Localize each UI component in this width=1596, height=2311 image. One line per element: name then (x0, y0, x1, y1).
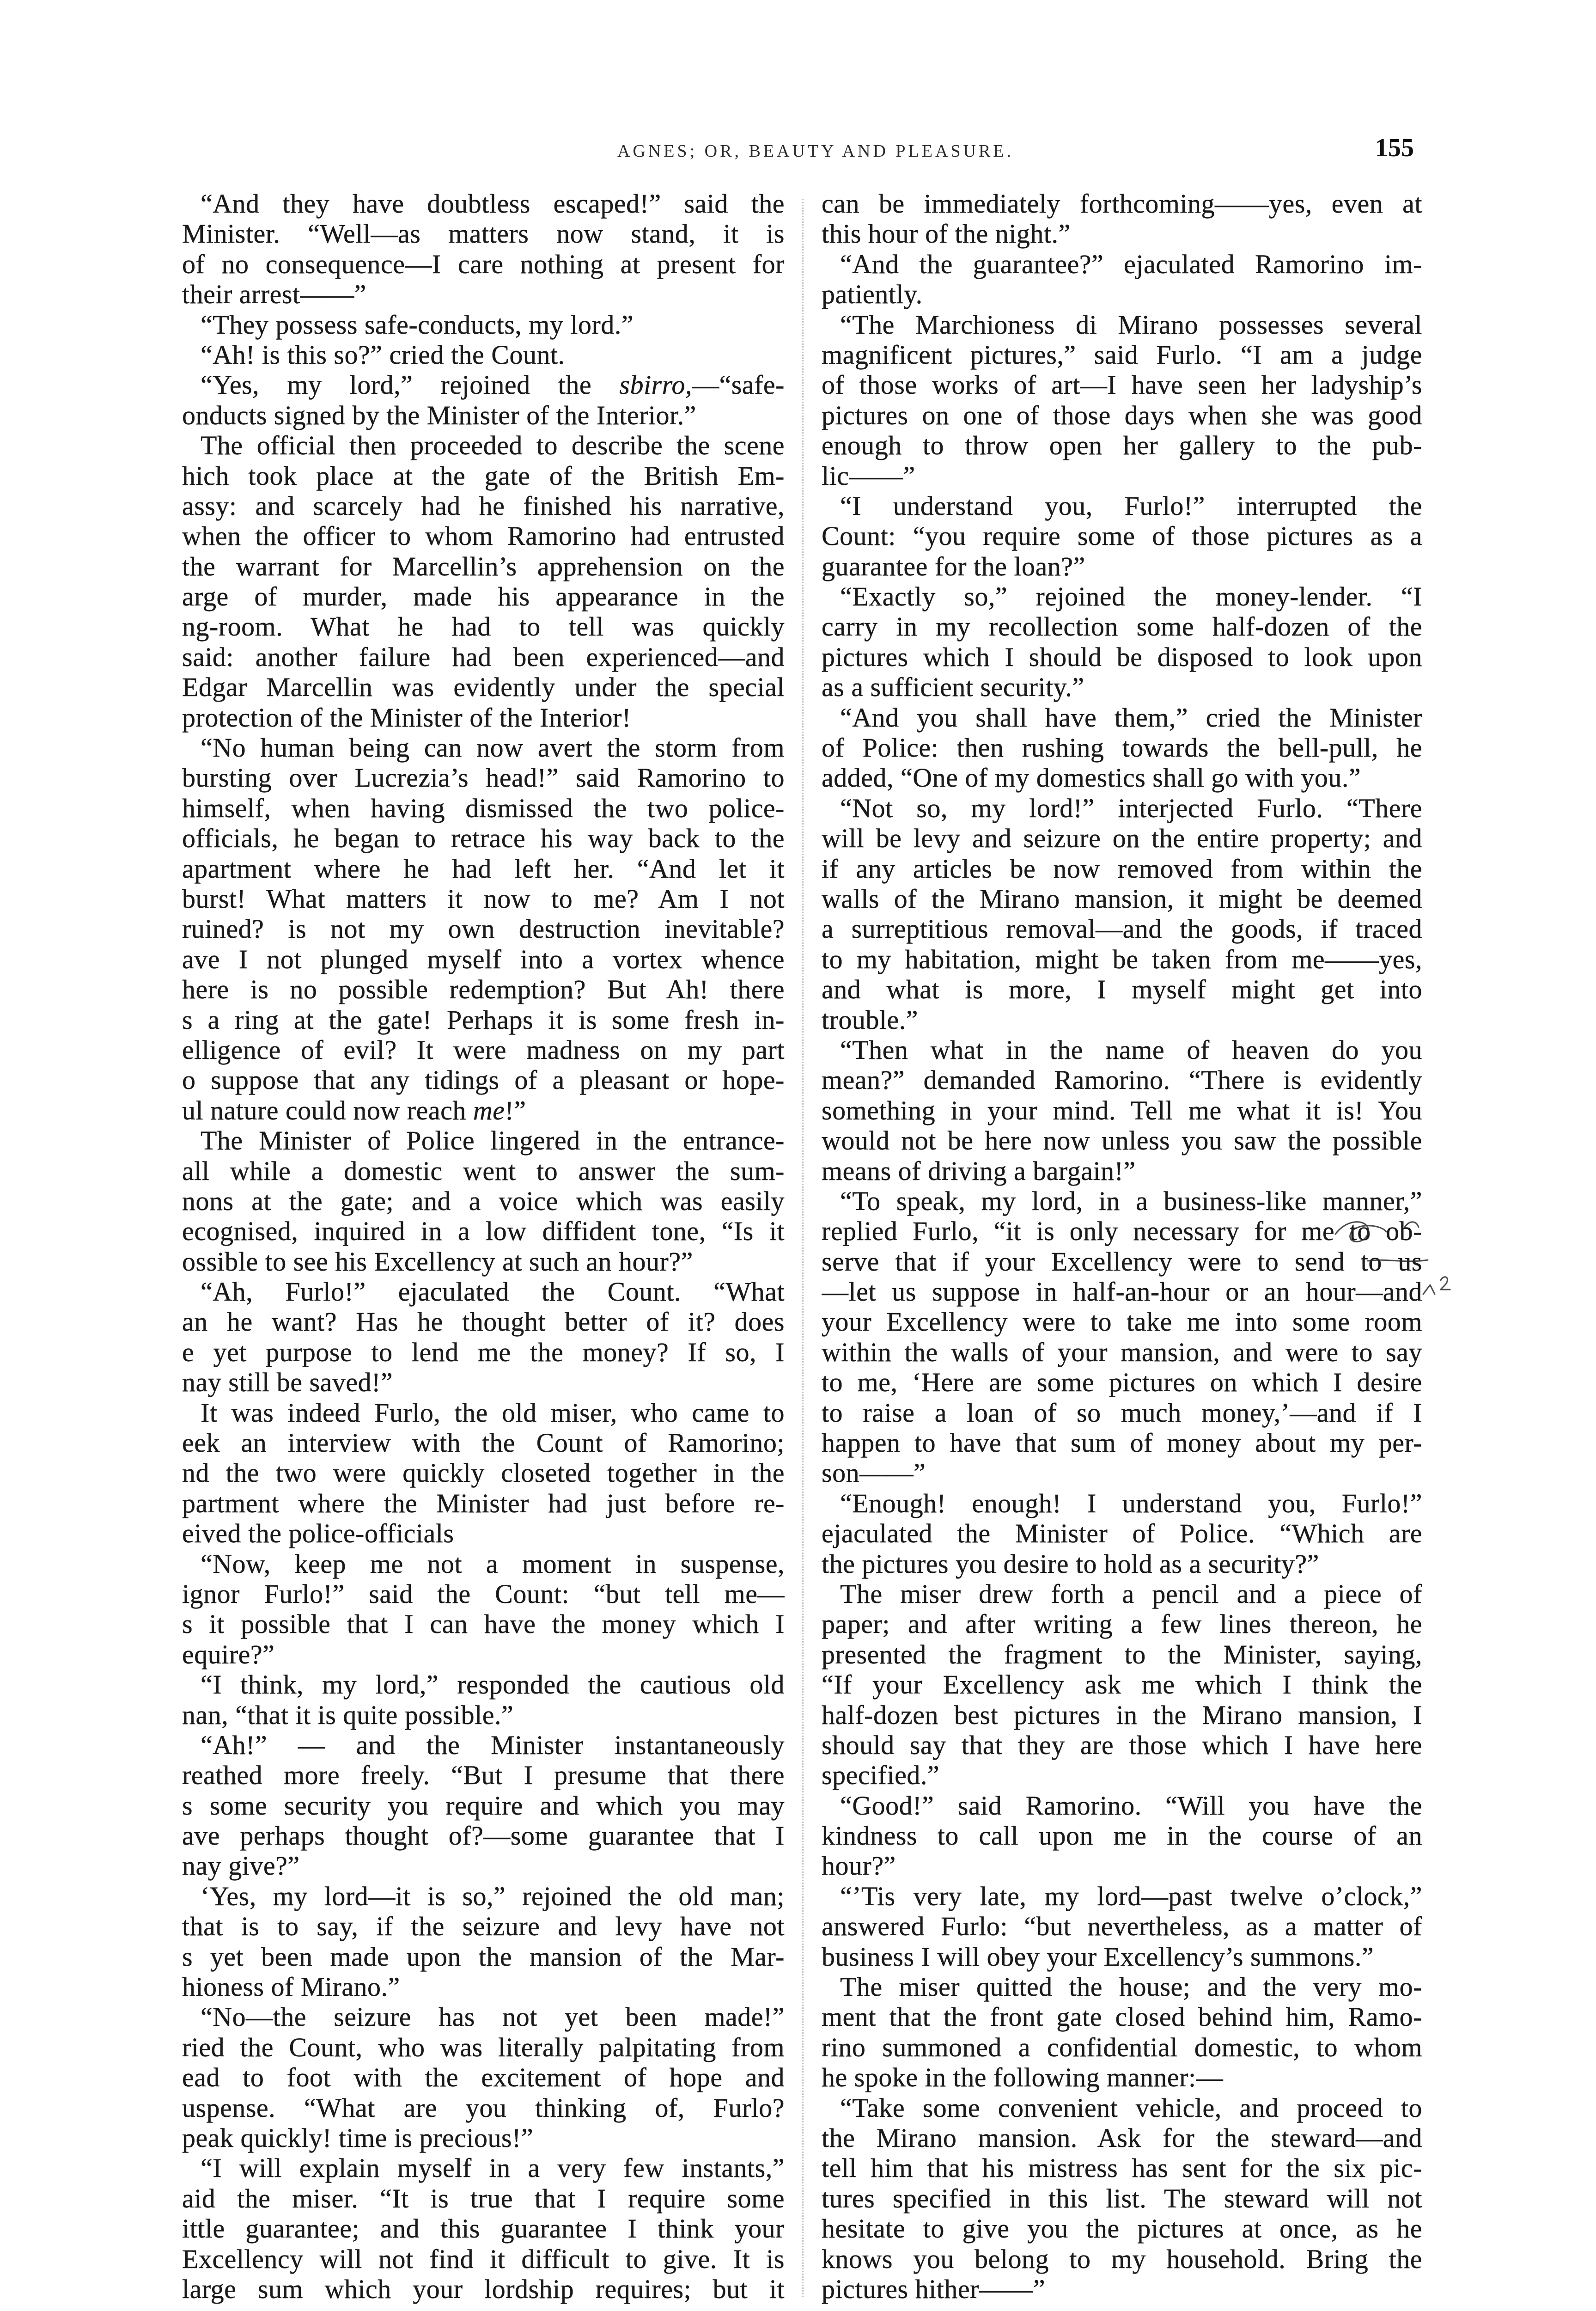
text-line: peak quickly! time is precious!” (182, 2123, 534, 2153)
text-line: rino summoned a confidential domestic, to whom (822, 2032, 1422, 2062)
paragraph (182, 189, 785, 310)
paragraph (182, 1125, 785, 1277)
text-line: serve that if your Excellency were to send to us (822, 1246, 1422, 1277)
text-line: pictures on one of those days when she was good (822, 400, 1422, 430)
text-line: to me, ‘Here are some pictures on which I desire (822, 1367, 1422, 1398)
paragraph (182, 1277, 785, 1398)
text-line: ment that the front gate closed behind him, Ramo- (822, 2002, 1422, 2032)
text-line: apartment where he had left her. “And let it (182, 853, 785, 884)
text-line: of Police: then rushing towards the bell-pull, he (822, 733, 1422, 763)
paragraph (182, 340, 785, 370)
text-line: nd the two were quickly closeted together in the (182, 1458, 785, 1488)
text-line: ecognised, inquired in a low diffident tone, “Is it (182, 1216, 785, 1247)
italic-text-run: me (473, 1095, 505, 1125)
column-rule (802, 199, 804, 2297)
text-line: all while a domestic went to answer the sum- (182, 1156, 785, 1186)
text-line: eek an interview with the Count of Ramorino; (182, 1428, 785, 1458)
text-line: tures specified in this list. The steward will not (822, 2183, 1422, 2213)
text-line: added, “One of my domestics shall go with you.” (822, 763, 1361, 793)
text-line: “I think, my lord,” responded the cautious old (201, 1669, 785, 1700)
text-line: It was indeed Furlo, the old miser, who came to (201, 1397, 785, 1428)
text-line: hesitate to give you the pictures at once, as he (822, 2213, 1422, 2244)
text-line: reathed more freely. “But I presume that there (182, 1760, 785, 1791)
text-line: nons at the gate; and a voice which was easily (182, 1186, 785, 1216)
text-line: nay give?” (182, 1851, 300, 1881)
text-line: The official then proceeded to describe the scene (201, 430, 785, 461)
paragraph (822, 703, 1422, 793)
text-line: “And the guarantee?” ejaculated Ramorino im- (840, 249, 1422, 279)
text-line: the pictures you desire to hold as a security?” (822, 1548, 1319, 1579)
text-line: “And they have doubtless escaped!” said the (201, 189, 785, 219)
text-line: onducts signed by the Minister of the Interior.” (182, 400, 696, 430)
text-line: The miser quitted the house; and the very mo- (840, 1972, 1422, 2002)
text-line: magnificent pictures,” said Furlo. “I am a judge (822, 339, 1422, 370)
text-line: s a ring at the gate! Perhaps it is some fresh in- (182, 1004, 785, 1035)
paragraph (182, 1669, 785, 1730)
text-line: here is no possible redemption? But Ah! there (182, 974, 785, 1005)
text-line: Edgar Marcellin was evidently under the special (182, 672, 785, 703)
text-line: arge of murder, made his appearance in the (182, 581, 785, 612)
paragraph (822, 793, 1422, 1035)
text-line: burst! What matters it now to me? Am I not (182, 883, 785, 914)
annotation-caret (1423, 1285, 1435, 1294)
text-line: ossible to see his Excellency at such an hour?” (182, 1246, 693, 1277)
text-line: eived the police-officials (182, 1518, 454, 1549)
paragraph (182, 310, 785, 340)
left-column (182, 189, 785, 2304)
text-line: an he want? Has he thought better of it? does (182, 1307, 785, 1337)
text-line: carry in my recollection some half-dozen of the (822, 611, 1422, 642)
text-line: ried the Count, who was literally palpitating from (182, 2032, 785, 2062)
text-line: Count: “you require some of those pictures as a (822, 521, 1422, 551)
text-line: will be levy and seizure on the entire property; and (822, 823, 1422, 854)
text-line: as a sufficient security.” (822, 672, 1084, 703)
text-line: a surreptitious removal—and the goods, if traced (822, 914, 1422, 944)
text-line: ittle guarantee; and this guarantee I think your (182, 2213, 785, 2244)
text-line: “Now, keep me not a moment in suspense, (201, 1548, 785, 1579)
paragraph (822, 581, 1422, 703)
annotation-numeral (1441, 1277, 1450, 1290)
text-line: paper; and after writing a few lines thereon, he (822, 1609, 1422, 1639)
text-line: o suppose that any tidings of a pleasant or hope- (182, 1065, 785, 1095)
text-line: son——” (822, 1458, 926, 1488)
text-line: when the officer to whom Ramorino had entrusted (182, 521, 785, 551)
paragraph (182, 430, 785, 733)
text-line: “Ah!” — and the Minister instantaneously (201, 1730, 785, 1760)
text-line: nan, “that it is quite possible.” (182, 1700, 514, 1730)
text-line: happen to have that sum of money about my per- (822, 1428, 1422, 1458)
text-line: “I understand you, Furlo!” interrupted the (840, 490, 1422, 521)
text-line: if any articles be now removed from within the (822, 853, 1422, 884)
text-line: s yet been made upon the mansion of the Mar- (182, 1941, 785, 1972)
text-line: “Enough! enough! I understand you, Furlo!” (840, 1488, 1422, 1518)
text-line: ignor Furlo!” said the Count: “but tell me— (182, 1578, 785, 1609)
italic-text-run: sbirro, (619, 370, 693, 400)
paragraph (822, 189, 1422, 249)
paragraph (822, 249, 1422, 310)
text-line: “And you shall have them,” cried the Minister (840, 702, 1422, 733)
text-run: !” (505, 1095, 526, 1125)
text-line: would not be here now unless you saw the possible (822, 1125, 1422, 1156)
annotation-loop (1335, 1222, 1386, 1242)
text-line: “’Tis very late, my lord—past twelve o’clock,” (840, 1881, 1422, 1911)
running-title: AGNES; OR, BEAUTY AND PLEASURE. (617, 141, 1014, 161)
text-line: assy: and scarcely had he finished his narrative, (182, 490, 785, 521)
text-line: the Mirano mansion. Ask for the steward—and (822, 2123, 1422, 2153)
text-line: the warrant for Marcellin’s apprehension on the (182, 551, 785, 581)
text-line: replied Furlo, “it is only necessary for me to ob- (822, 1216, 1422, 1247)
text-line: ng-room. What he had to tell was quickly (182, 611, 785, 642)
handwritten-annotation (1317, 1206, 1456, 1313)
text-line: of those works of art—I have seen her ladyship’s (822, 370, 1422, 400)
text-line: elligence of evil? It were madness on my part (182, 1034, 785, 1065)
text-line: “Take some convenient vehicle, and proceed to (840, 2092, 1422, 2123)
text-line: mean?” demanded Ramorino. “There is evidently (822, 1065, 1422, 1095)
text-line: half-dozen best pictures in the Mirano mansion, I (822, 1700, 1422, 1730)
text-line: —let us suppose in half-an-hour or an hour—and (822, 1277, 1422, 1307)
text-line: officials, he began to retrace his way back to the (182, 823, 785, 854)
text-line: “Ah, Furlo!” ejaculated the Count. “What (201, 1277, 785, 1307)
text-line: said: another failure had been experienced—and (182, 642, 785, 672)
text-run: “Yes, my lord,” rejoined the (201, 370, 620, 400)
paragraph (182, 2002, 785, 2153)
text-line: “No human being can now avert the storm from (201, 733, 785, 763)
text-line: hour?” (822, 1851, 896, 1881)
text-line: patiently. (822, 279, 923, 310)
text-line: he spoke in the following manner:— (822, 2062, 1224, 2093)
text-line: knows you belong to my household. Bring the (822, 2244, 1422, 2274)
text-line: of no consequence—I care nothing at present for (182, 249, 785, 279)
text-line: bursting over Lucrezia’s head!” said Ramorino to (182, 763, 785, 793)
paragraph (822, 1791, 1422, 1881)
text-line: “Ah! is this so?” cried the Count. (201, 339, 565, 370)
text-line: “Exactly so,” rejoined the money-lender. “I (840, 581, 1422, 612)
paragraph (822, 1035, 1422, 1186)
text-line: can be immediately forthcoming——yes, even at (822, 189, 1422, 219)
paragraph (822, 491, 1422, 581)
text-line: ave perhaps thought of?—some guarantee that I (182, 1821, 785, 1851)
text-line: Excellency will not find it difficult to give. It is (182, 2244, 785, 2274)
paragraph (182, 733, 785, 1125)
text-run: ul nature could now reach (182, 1095, 473, 1125)
paragraph (822, 2093, 1422, 2305)
text-line: pictures hither——” (822, 2274, 1046, 2304)
text-line: “I will explain myself in a very few instants,” (201, 2153, 785, 2183)
text-line: s some security you require and which you may (182, 1790, 785, 1821)
text-line: ‘Yes, my lord—it is so,” rejoined the old man; (201, 1881, 785, 1911)
text-line: partment where the Minister had just before re- (182, 1488, 785, 1518)
text-line: means of driving a bargain!” (822, 1156, 1136, 1186)
text-line: business I will obey your Excellency’s summons.” (822, 1941, 1374, 1972)
text-line: Minister. “Well—as matters now stand, it is (182, 219, 785, 249)
text-line: walls of the Mirano mansion, it might be deemed (822, 883, 1422, 914)
paragraph (182, 1881, 785, 2002)
text-line: this hour of the night.” (822, 219, 1071, 249)
text-line: “They possess safe-conducts, my lord.” (201, 309, 634, 340)
text-line: “The Marchioness di Mirano possesses several (840, 309, 1422, 340)
paragraph (822, 1972, 1422, 2093)
annotation-hook (1405, 1222, 1419, 1227)
text-line: “To speak, my lord, in a business-like manner,” (840, 1186, 1422, 1216)
text-line: hich took place at the gate of the British Em- (182, 460, 785, 491)
text-line: “No—the seizure has not yet been made!” (201, 2002, 785, 2032)
text-line: lic——” (822, 460, 915, 491)
paragraph (182, 1549, 785, 1670)
text-line: aid the miser. “It is true that I require some (182, 2183, 785, 2213)
text-line: guarantee for the loan?” (822, 551, 1085, 581)
text-line: hioness of Mirano.” (182, 1972, 400, 2002)
paragraph (822, 1488, 1422, 1579)
text-line: presented the fragment to the Minister, saying, (822, 1639, 1422, 1669)
text-line: “Good!” said Ramorino. “Will you have the (840, 1790, 1422, 1821)
text-line: answered Furlo: “but nevertheless, as a matter of (822, 1911, 1422, 1942)
text-line: within the walls of your mansion, and were to say (822, 1337, 1422, 1367)
text-line: and what is more, I myself might get into (822, 974, 1422, 1005)
text-line: ave I not plunged myself into a vortex whence (182, 944, 785, 974)
text-line: large sum which your lordship requires; but it (182, 2274, 785, 2304)
paragraph (822, 1579, 1422, 1791)
text-line: uspense. “What are you thinking of, Furlo? (182, 2092, 785, 2123)
text-line: kindness to call upon me in the course of an (822, 1821, 1422, 1851)
text-line: your Excellency were to take me into some room (822, 1307, 1422, 1337)
text-line: equire?” (182, 1639, 275, 1669)
text-line: ead to foot with the excitement of hope and (182, 2062, 785, 2093)
text-line: pictures which I should be disposed to look upon (822, 642, 1422, 672)
text-line: enough to throw open her gallery to the pub- (822, 430, 1422, 461)
text-line: to raise a loan of so much money,’—and if I (822, 1397, 1422, 1428)
text-line: ruined? is not my own destruction inevitable? (182, 914, 785, 944)
text-line: something in your mind. Tell me what it is! You (822, 1095, 1422, 1125)
text-line: e yet purpose to lend me the money? If so, I (182, 1337, 785, 1367)
text-line: tell him that his mistress has sent for the six pic- (822, 2153, 1422, 2183)
paragraph (182, 2153, 785, 2304)
text-line: The Minister of Police lingered in the entrance- (201, 1125, 785, 1156)
text-line: himself, when having dismissed the two police- (182, 793, 785, 823)
text-line: should say that they are those which I have here (822, 1730, 1422, 1760)
paragraph (182, 370, 785, 430)
text-line: “Then what in the name of heaven do you (840, 1034, 1422, 1065)
text-line: ejaculated the Minister of Police. “Which are (822, 1518, 1422, 1549)
page-number: 155 (1375, 134, 1414, 162)
text-line: nay still be saved!” (182, 1367, 393, 1398)
text-line: The miser drew forth a pencil and a piece of (840, 1578, 1422, 1609)
text-line (182, 1095, 785, 1125)
text-line: protection of the Minister of the Interior! (182, 702, 631, 733)
text-line: their arrest——” (182, 279, 366, 310)
text-line (182, 370, 785, 400)
paragraph (182, 1398, 785, 1549)
text-line: specified.” (822, 1760, 940, 1791)
paragraph (182, 1730, 785, 1881)
text-line: to my habitation, might be taken from me——yes, (822, 944, 1422, 974)
paragraph (822, 1881, 1422, 1972)
text-line: “Not so, my lord!” interjected Furlo. “There (840, 793, 1422, 823)
paragraph (822, 310, 1422, 491)
text-line: s it possible that I can have the money which I (182, 1609, 785, 1639)
text-line: “If your Excellency ask me which I think the (822, 1669, 1422, 1700)
text-line: trouble.” (822, 1004, 919, 1035)
text-run: —“safe- (692, 370, 785, 400)
text-line: that is to say, if the seizure and levy have not (182, 1911, 785, 1942)
annotation-strike (1368, 1260, 1428, 1261)
